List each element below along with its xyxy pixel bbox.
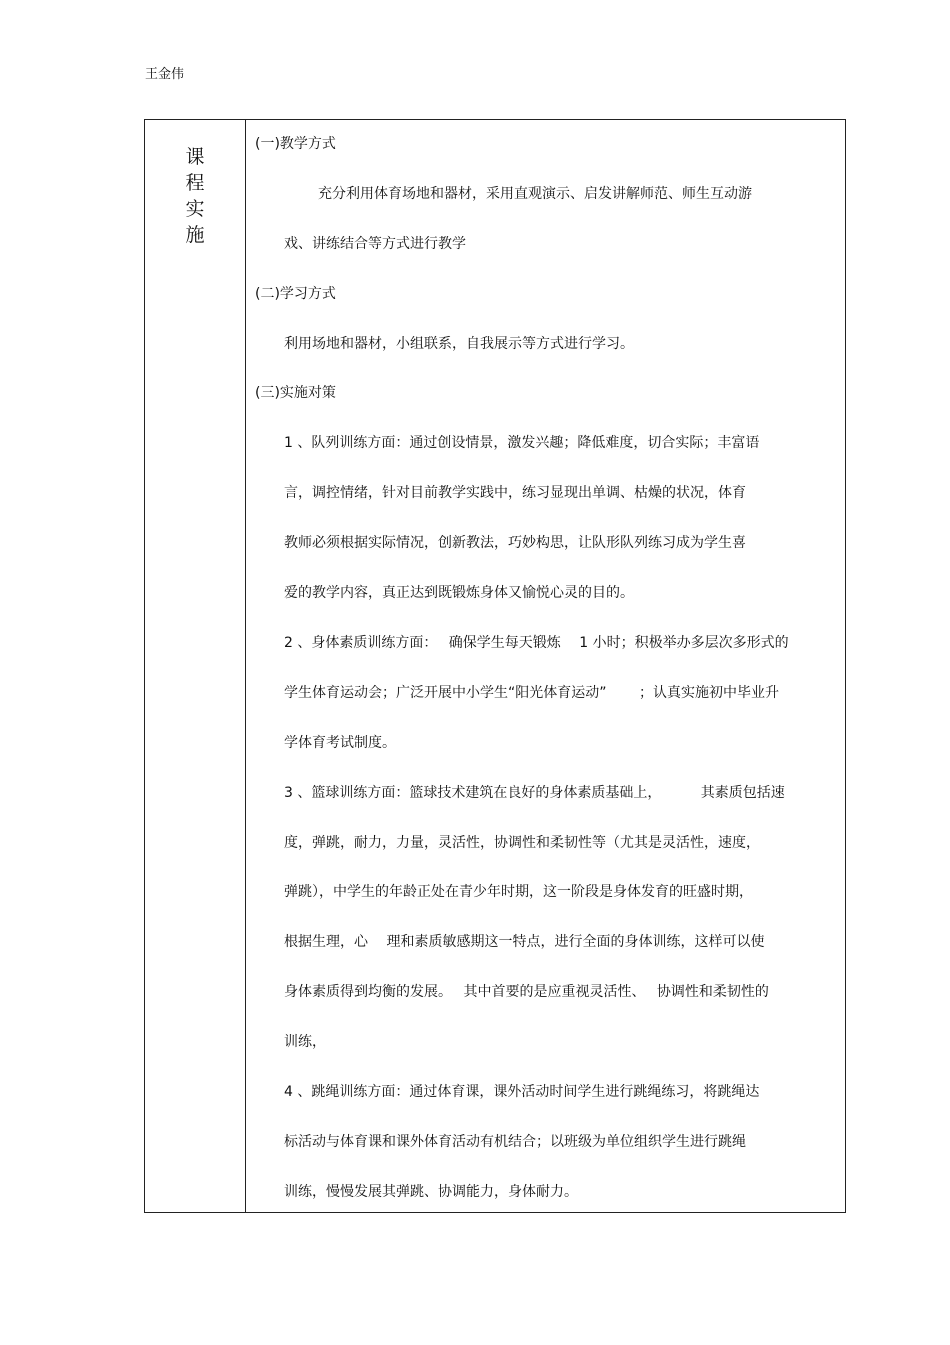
- course-implementation-table: [144, 119, 846, 1213]
- paragraph-line: 度，弹跳，耐力，力量，灵活性，协调性和柔韧性等（尤其是灵活性，速度，: [284, 835, 760, 851]
- paragraph-line: 利用场地和器材，小组联系，自我展示等方式进行学习。: [284, 336, 634, 352]
- column-divider: [245, 120, 246, 1212]
- paragraph-line: 2 、身体素质训练方面： 确保学生每天锻炼 1 小时；积极举办多层次多形式的: [284, 635, 789, 651]
- paragraph-line: 戏、讲练结合等方式进行教学: [284, 236, 466, 252]
- paragraph-line: 训练，: [284, 1034, 326, 1050]
- paragraph-line: 身体素质得到均衡的发展。 其中首要的是应重视灵活性、 协调性和柔韧性的: [284, 984, 769, 1000]
- paragraph-line: 训练，慢慢发展其弹跳、协调能力，身体耐力。: [284, 1184, 578, 1200]
- paragraph-line: 弹跳），中学生的年龄正处在青少年时期，这一阶段是身体发育的旺盛时期，: [284, 884, 753, 900]
- paragraph-line: 爱的教学内容，真正达到既锻炼身体又愉悦心灵的目的。: [284, 585, 634, 601]
- section-heading-implementation: (三)实施对策: [255, 385, 336, 401]
- paragraph-line: 学体育考试制度。: [284, 735, 396, 751]
- side-label: [145, 144, 245, 248]
- side-label-char: 程: [185, 172, 205, 194]
- side-label-char: 课: [185, 146, 205, 168]
- side-label-char: 实: [185, 198, 205, 220]
- paragraph-line: 根据生理，心 理和素质敏感期这一特点，进行全面的身体训练，这样可以使: [284, 934, 765, 950]
- paragraph-line: 1 、队列训练方面：通过创设情景，激发兴趣；降低难度，切合实际；丰富语: [284, 435, 760, 451]
- paragraph-line: 充分利用体育场地和器材，采用直观演示、启发讲解师范、师生互动游: [318, 186, 752, 202]
- side-label-char: 施: [185, 224, 205, 246]
- paragraph-line: 3 、篮球训练方面：篮球技术建筑在良好的身体素质基础上， 其素质包括速: [284, 785, 785, 801]
- paragraph-line: 4 、跳绳训练方面：通过体育课，课外活动时间学生进行跳绳练习，将跳绳达: [284, 1084, 760, 1100]
- paragraph-line: 教师必须根据实际情况，创新教法，巧妙构思，让队形队列练习成为学生喜: [284, 535, 746, 551]
- section-heading-teaching-method: (一)教学方式: [255, 136, 336, 152]
- paragraph-line: 言，调控情绪，针对目前教学实践中，练习显现出单调、枯燥的状况，体育: [284, 485, 746, 501]
- paragraph-line: 标活动与体育课和课外体育活动有机结合；以班级为单位组织学生进行跳绳: [284, 1134, 746, 1150]
- header-author: 王金伟: [145, 67, 185, 82]
- section-heading-learning-method: (二)学习方式: [255, 286, 336, 302]
- paragraph-line: 学生体育运动会；广泛开展中小学生“阳光体育运动” ；认真实施初中毕业升: [284, 685, 779, 701]
